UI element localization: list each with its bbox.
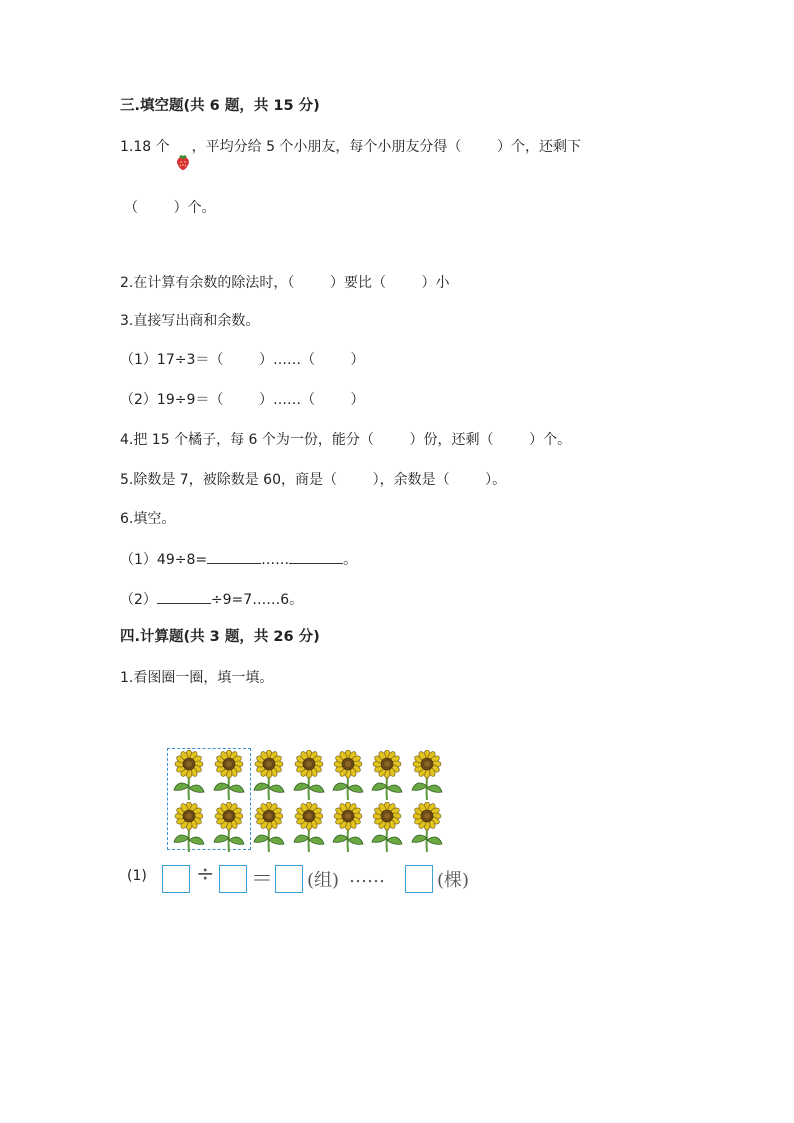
sunflower-icon bbox=[251, 750, 287, 800]
answer-box-divisor[interactable] bbox=[219, 865, 247, 893]
sunflower-icon bbox=[211, 750, 247, 800]
equation-label: (1) bbox=[127, 868, 147, 884]
sunflower-icon bbox=[171, 750, 207, 800]
sunflower-icon bbox=[369, 750, 405, 800]
question-1-text-a: 1.18 个 bbox=[120, 139, 170, 155]
q6-1-ellipsis: …… bbox=[261, 552, 290, 568]
question-2: 2.在计算有余数的除法时，（ ）要比（ ）小 bbox=[120, 275, 450, 291]
sunflower-icon bbox=[409, 802, 445, 852]
section-3-heading: 三.填空题(共 6 题，共 15 分) bbox=[120, 98, 320, 114]
section-4-heading: 四.计算题(共 3 题，共 26 分) bbox=[120, 629, 320, 645]
question-1-text-b: ，平均分给 5 个小朋友，每个小朋友分得（ ）个，还剩下 bbox=[191, 139, 582, 155]
unit-group: (组) bbox=[307, 870, 340, 891]
answer-box-remainder[interactable] bbox=[405, 865, 433, 893]
answer-box-quotient[interactable] bbox=[275, 865, 303, 893]
question-3-part-1: （1）17÷3＝（ ）……（ ） bbox=[120, 352, 365, 368]
section-4-question-1: 1.看图圈一圈，填一填。 bbox=[120, 670, 274, 686]
sunflower-icon bbox=[291, 802, 327, 852]
sunflower-icon bbox=[330, 802, 366, 852]
q6-1-end: 。 bbox=[343, 552, 358, 568]
strawberry-icon bbox=[175, 153, 191, 171]
question-3: 3.直接写出商和余数。 bbox=[120, 313, 260, 329]
question-1-line-2: （ ）个。 bbox=[124, 200, 216, 216]
equals-sign: ＝ bbox=[251, 867, 274, 892]
q6-2-prefix: （2） bbox=[120, 592, 157, 608]
sunflower-icon bbox=[291, 750, 327, 800]
sunflower-icon bbox=[330, 750, 366, 800]
answer-blank[interactable] bbox=[157, 589, 211, 604]
division-sign: ÷ bbox=[196, 862, 215, 887]
question-4: 4.把 15 个橘子，每 6 个为一份，能分（ ）份，还剩（ ）个。 bbox=[120, 432, 572, 448]
sunflower-icon bbox=[211, 802, 247, 852]
sunflower-icon bbox=[171, 802, 207, 852]
answer-blank[interactable] bbox=[207, 549, 261, 564]
ellipsis: …… bbox=[349, 866, 385, 887]
q6-2-suffix: ÷9=7……6。 bbox=[210, 592, 304, 608]
question-6: 6.填空。 bbox=[120, 511, 176, 527]
answer-box-dividend[interactable] bbox=[162, 865, 190, 893]
question-3-part-2: （2）19÷9＝（ ）……（ ） bbox=[120, 392, 365, 408]
unit-plant: (棵) bbox=[437, 870, 470, 891]
sunflower-icon bbox=[409, 750, 445, 800]
question-5: 5.除数是 7，被除数是 60，商是（ ），余数是（ ）。 bbox=[120, 472, 507, 488]
equation-row bbox=[127, 862, 487, 896]
sunflower-icon bbox=[369, 802, 405, 852]
answer-blank[interactable] bbox=[289, 549, 343, 564]
question-6-part-1 bbox=[120, 549, 357, 570]
question-6-part-2 bbox=[120, 589, 303, 610]
sunflower-icon bbox=[251, 802, 287, 852]
q6-1-prefix: （1）49÷8= bbox=[120, 552, 208, 568]
